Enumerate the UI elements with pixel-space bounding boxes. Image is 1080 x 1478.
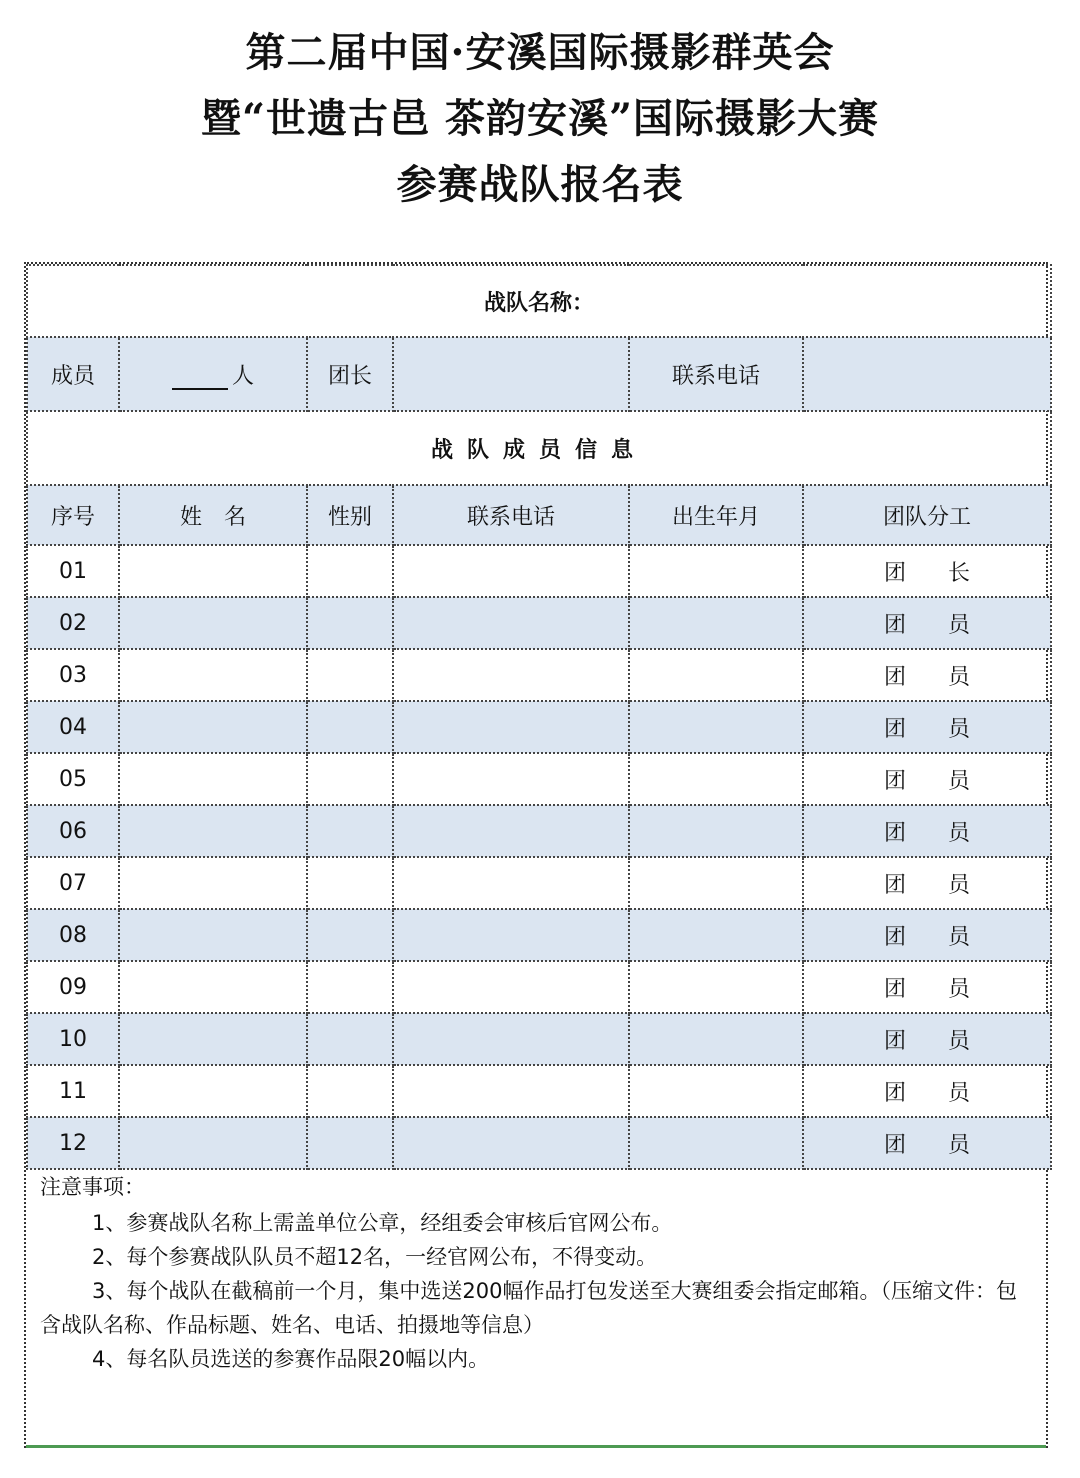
phone-cell[interactable] bbox=[393, 1065, 629, 1117]
row-number: 08 bbox=[27, 909, 119, 961]
role-text-a: 团 bbox=[884, 664, 907, 690]
birth-cell[interactable] bbox=[629, 545, 803, 597]
table-row bbox=[27, 597, 1051, 649]
section-title: 战队成员信息 bbox=[27, 411, 1051, 485]
birth-cell[interactable] bbox=[629, 961, 803, 1013]
phone-cell[interactable] bbox=[393, 1117, 629, 1169]
role-cell bbox=[803, 753, 1051, 805]
gender-cell[interactable] bbox=[307, 701, 393, 753]
registration-form bbox=[24, 262, 1048, 1448]
role-text-a: 团 bbox=[884, 1028, 907, 1054]
form-table bbox=[26, 264, 1052, 1170]
table-row bbox=[27, 649, 1051, 701]
table-row bbox=[27, 1013, 1051, 1065]
role-text-b: 员 bbox=[948, 1080, 971, 1106]
role-text-a: 团 bbox=[884, 820, 907, 846]
role-text-b: 员 bbox=[948, 716, 971, 742]
phone-cell[interactable] bbox=[393, 805, 629, 857]
role-cell bbox=[803, 701, 1051, 753]
role-text-a: 团 bbox=[884, 1080, 907, 1106]
role-cell bbox=[803, 597, 1051, 649]
gender-cell[interactable] bbox=[307, 857, 393, 909]
role-text-b: 员 bbox=[948, 924, 971, 950]
members-count-field[interactable] bbox=[119, 337, 307, 411]
row-number: 10 bbox=[27, 1013, 119, 1065]
members-count-blank bbox=[172, 366, 228, 390]
gender-cell[interactable] bbox=[307, 649, 393, 701]
note-item: 2、每个参赛战队队员不超12名，一经官网公布，不得变动。 bbox=[92, 1245, 658, 1269]
table-row bbox=[27, 805, 1051, 857]
table-row bbox=[27, 545, 1051, 597]
name-cell[interactable] bbox=[119, 649, 307, 701]
name-cell[interactable] bbox=[119, 597, 307, 649]
document-header bbox=[0, 20, 1080, 218]
col-header-phone: 联系电话 bbox=[393, 485, 629, 545]
name-cell[interactable] bbox=[119, 753, 307, 805]
phone-field[interactable] bbox=[803, 337, 1051, 411]
birth-cell[interactable] bbox=[629, 1013, 803, 1065]
role-cell bbox=[803, 1117, 1051, 1169]
row-number: 12 bbox=[27, 1117, 119, 1169]
phone-cell[interactable] bbox=[393, 649, 629, 701]
birth-cell[interactable] bbox=[629, 1065, 803, 1117]
role-text-b: 长 bbox=[948, 560, 971, 586]
bottom-rule bbox=[26, 1445, 1046, 1448]
role-cell bbox=[803, 805, 1051, 857]
row-number: 02 bbox=[27, 597, 119, 649]
gender-cell[interactable] bbox=[307, 909, 393, 961]
gender-cell[interactable] bbox=[307, 961, 393, 1013]
role-cell bbox=[803, 1065, 1051, 1117]
table-row bbox=[27, 961, 1051, 1013]
table-row bbox=[27, 857, 1051, 909]
leader-field[interactable] bbox=[393, 337, 629, 411]
note-item: 4、每名队员选送的参赛作品限20幅以内。 bbox=[92, 1347, 490, 1371]
birth-cell[interactable] bbox=[629, 909, 803, 961]
name-cell[interactable] bbox=[119, 701, 307, 753]
table-row bbox=[27, 909, 1051, 961]
notes-section bbox=[40, 1170, 1032, 1376]
role-text-a: 团 bbox=[884, 612, 907, 638]
role-cell bbox=[803, 649, 1051, 701]
role-cell bbox=[803, 961, 1051, 1013]
phone-cell[interactable] bbox=[393, 961, 629, 1013]
phone-cell[interactable] bbox=[393, 753, 629, 805]
role-text-a: 团 bbox=[884, 924, 907, 950]
birth-cell[interactable] bbox=[629, 597, 803, 649]
members-label: 成员 bbox=[27, 337, 119, 411]
role-cell bbox=[803, 545, 1051, 597]
role-cell bbox=[803, 909, 1051, 961]
row-number: 07 bbox=[27, 857, 119, 909]
leader-label: 团长 bbox=[307, 337, 393, 411]
title-line-1: 第二届中国·安溪国际摄影群英会 bbox=[245, 29, 835, 76]
role-text-a: 团 bbox=[884, 560, 907, 586]
role-text-a: 团 bbox=[884, 976, 907, 1002]
name-cell[interactable] bbox=[119, 1013, 307, 1065]
phone-label: 联系电话 bbox=[629, 337, 803, 411]
note-item: 1、参赛战队名称上需盖单位公章，经组委会审核后官网公布。 bbox=[92, 1211, 673, 1235]
name-cell[interactable] bbox=[119, 961, 307, 1013]
role-text-b: 员 bbox=[948, 820, 971, 846]
gender-cell[interactable] bbox=[307, 805, 393, 857]
phone-cell[interactable] bbox=[393, 909, 629, 961]
note-item: 3、每个战队在截稿前一个月，集中选送200幅作品打包发送至大赛组委会指定邮箱。（压缩文件：包含战队名称、作品标题、姓名、电话、拍摄地等信息） bbox=[40, 1279, 1017, 1337]
role-text-a: 团 bbox=[884, 872, 907, 898]
row-number: 06 bbox=[27, 805, 119, 857]
table-row bbox=[27, 701, 1051, 753]
role-text-b: 员 bbox=[948, 1132, 971, 1158]
row-number: 03 bbox=[27, 649, 119, 701]
row-number: 11 bbox=[27, 1065, 119, 1117]
role-cell bbox=[803, 1013, 1051, 1065]
birth-cell[interactable] bbox=[629, 1117, 803, 1169]
table-row bbox=[27, 753, 1051, 805]
phone-cell[interactable] bbox=[393, 1013, 629, 1065]
phone-cell[interactable] bbox=[393, 857, 629, 909]
row-number: 01 bbox=[27, 545, 119, 597]
gender-cell[interactable] bbox=[307, 1065, 393, 1117]
name-cell[interactable] bbox=[119, 1117, 307, 1169]
col-header-name: 姓 名 bbox=[119, 485, 307, 545]
birth-cell[interactable] bbox=[629, 753, 803, 805]
gender-cell[interactable] bbox=[307, 1013, 393, 1065]
title-line-3: 参赛战队报名表 bbox=[396, 161, 684, 208]
birth-cell[interactable] bbox=[629, 649, 803, 701]
table-header bbox=[27, 485, 1051, 545]
row-number: 05 bbox=[27, 753, 119, 805]
role-text-a: 团 bbox=[884, 768, 907, 794]
role-text-a: 团 bbox=[884, 716, 907, 742]
col-header-role: 团队分工 bbox=[803, 485, 1051, 545]
phone-cell[interactable] bbox=[393, 545, 629, 597]
phone-cell[interactable] bbox=[393, 701, 629, 753]
name-cell[interactable] bbox=[119, 805, 307, 857]
birth-cell[interactable] bbox=[629, 857, 803, 909]
phone-cell[interactable] bbox=[393, 597, 629, 649]
role-text-b: 员 bbox=[948, 664, 971, 690]
title-line-2: 暨“世遗古邑 茶韵安溪”国际摄影大赛 bbox=[201, 95, 879, 142]
birth-cell[interactable] bbox=[629, 805, 803, 857]
col-header-gender: 性别 bbox=[307, 485, 393, 545]
gender-cell[interactable] bbox=[307, 597, 393, 649]
team-name-label: 战队名称： bbox=[484, 290, 595, 316]
name-cell[interactable] bbox=[119, 857, 307, 909]
notes-title: 注意事项： bbox=[40, 1175, 145, 1199]
row-number: 09 bbox=[27, 961, 119, 1013]
gender-cell[interactable] bbox=[307, 545, 393, 597]
name-cell[interactable] bbox=[119, 909, 307, 961]
birth-cell[interactable] bbox=[629, 701, 803, 753]
role-text-b: 员 bbox=[948, 1028, 971, 1054]
gender-cell[interactable] bbox=[307, 1117, 393, 1169]
role-cell bbox=[803, 857, 1051, 909]
table-row bbox=[27, 1117, 1051, 1169]
role-text-b: 员 bbox=[948, 872, 971, 898]
team-name-field[interactable] bbox=[27, 265, 1051, 337]
gender-cell[interactable] bbox=[307, 753, 393, 805]
table-row bbox=[27, 1065, 1051, 1117]
role-text-b: 员 bbox=[948, 768, 971, 794]
role-text-b: 员 bbox=[948, 612, 971, 638]
role-text-a: 团 bbox=[884, 1132, 907, 1158]
role-text-b: 员 bbox=[948, 976, 971, 1002]
col-header-birth: 出生年月 bbox=[629, 485, 803, 545]
col-header-no: 序号 bbox=[27, 485, 119, 545]
row-number: 04 bbox=[27, 701, 119, 753]
name-cell[interactable] bbox=[119, 545, 307, 597]
name-cell[interactable] bbox=[119, 1065, 307, 1117]
members-unit: 人 bbox=[231, 363, 254, 389]
